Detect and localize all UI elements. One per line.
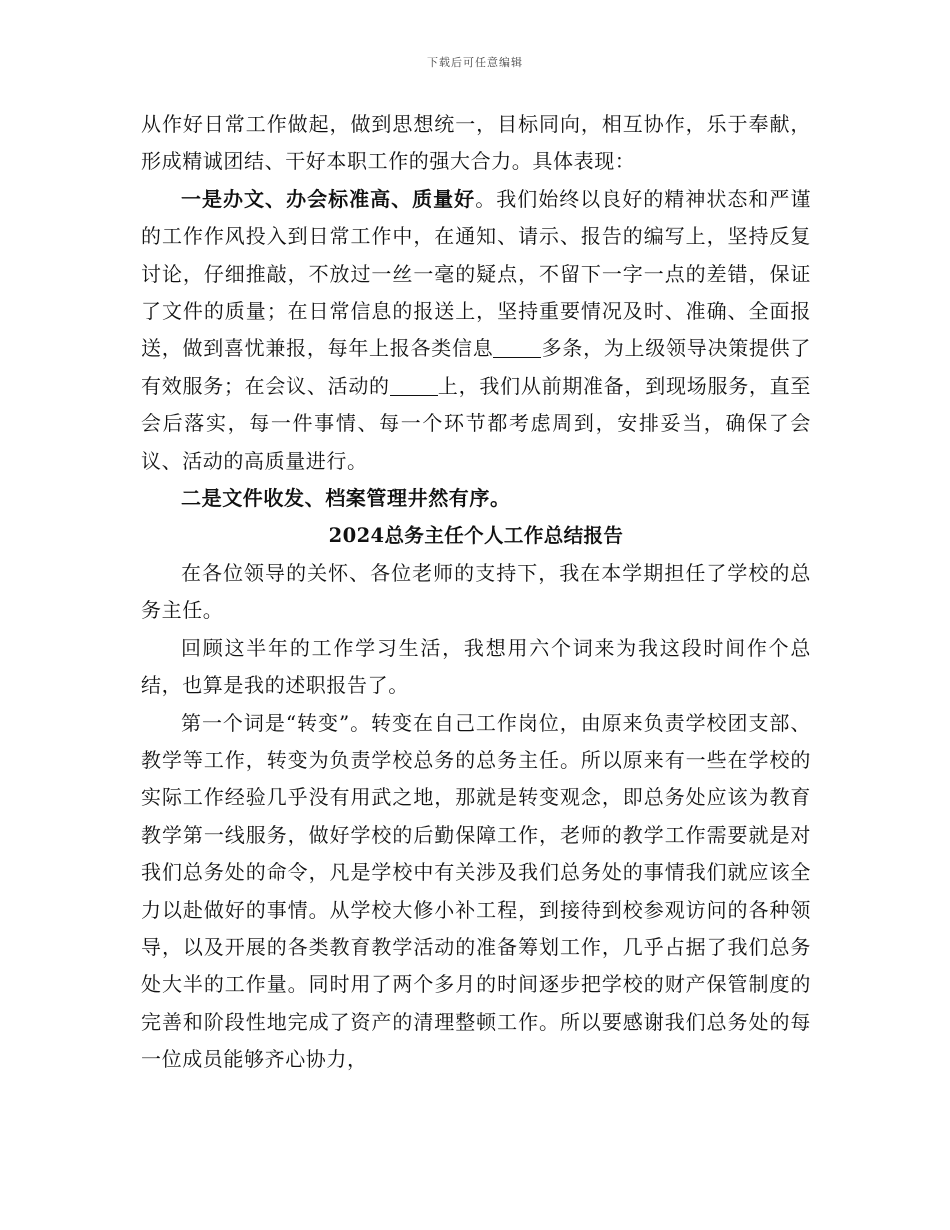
point-one-text-a: 。我们始终以良好的精神状态和严谨的工作作风投入到日常工作中，在通知、请示、报告的编写上，坚持反复讨论，仔细推敲，不放过一丝一毫的疑点，不留下一字一点的差错，保证了文件的质量；在日常信息的报送上，坚持重要情况及时、准确、全面报送，做到喜忧兼报，每年上报各类信息 (141, 186, 811, 361)
point-one-heading: 一是办文、办会标准高、质量好 (181, 186, 476, 211)
download-note: 下载后可任意编辑 (427, 56, 523, 69)
paragraph-point-one (141, 181, 811, 480)
paragraph-review: 回顾这半年的工作学习生活，我想用六个词来为我这段时间作个总结，也算是我的述职报告了。 (141, 635, 811, 698)
point-one-text-c: 上，我们从前期准备，到现场服务，直至会后落实，每一件事情、每一个环节都考虑周到，安排妥当，确保了会议、活动的高质量进行。 (141, 373, 811, 473)
document-body (141, 106, 811, 1079)
paragraph-first-word: 第一个词是“转变”。转变在自己工作岗位，由原来负责学校团支部、教学等工作，转变为负责学校总务的总务主任。所以原来有一些在学校的实际工作经验几乎没有用武之地，那就是转变观念，即总务处应该为教育教学第一线服务，做好学校的后勤保障工作，老师的教学工作需要就是对我们总务处的命令，凡是学校中有关涉及我们总务处的事情我们就应该全力以赴做好的事情。从学校大修小补工程，到接待到校参观访问的各种领导，以及开展的各类教育教学活动的准备筹划工作，几乎占据了我们总务处大半的工作量。同时用了两个多月的时间逐步把学校的财产保管制度的完善和阶段性地完成了资产的清理整顿工作。所以要感谢我们总务处的每一位成员能够齐心协力， (141, 710, 811, 1072)
paragraph-point-two: 二是文件收发、档案管理井然有序。 (181, 486, 511, 511)
paragraph-opening: 在各位领导的关怀、各位老师的支持下，我在本学期担任了学校的总务主任。 (141, 560, 811, 623)
blank-underline (493, 337, 541, 358)
report-title: 2024总务主任个人工作总结报告 (328, 524, 624, 548)
blank-underline (390, 375, 438, 396)
point-one-text-b: 多条，为上级领导决策提供了有效服务；在会议、活动的 (141, 336, 811, 398)
paragraph-intro: 从作好日常工作做起，做到思想统一，目标同向，相互协作，乐于奉献，形成精诚团结、干好本职工作的强大合力。具体表现： (141, 112, 811, 174)
